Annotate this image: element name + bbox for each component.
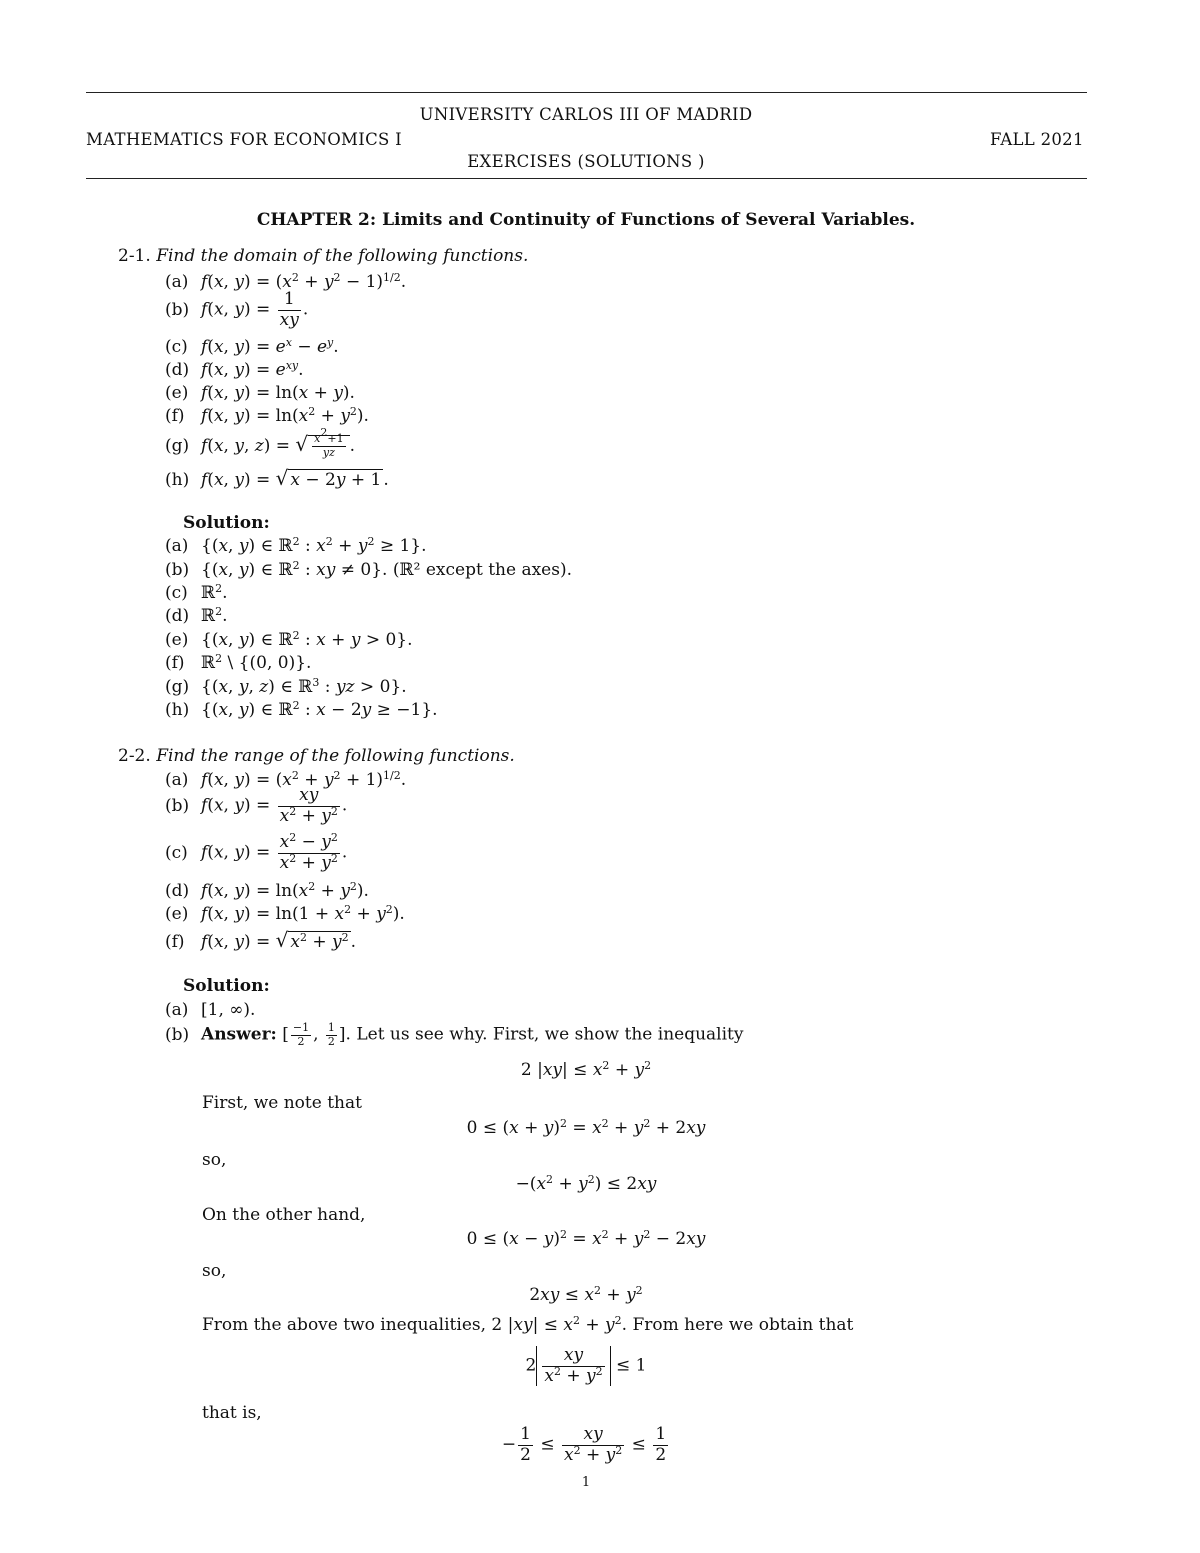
top-rule	[86, 92, 1087, 93]
page-number: 1	[581, 1475, 591, 1490]
ex1-sol-d: (d) ℝ$^2$.	[165, 605, 228, 626]
ex1-sol-c: (c) ℝ$^2$.	[165, 582, 228, 603]
course-title: MATHEMATICS FOR ECONOMICS I	[86, 130, 402, 149]
eq-square-sum: $0 \le (x + y)^2 = x^2 + y^2 + 2xy$	[466, 1117, 706, 1138]
exercise-number: 2-2.	[118, 746, 151, 766]
term: FALL 2021	[990, 130, 1084, 149]
so-1: so,	[202, 1150, 227, 1170]
exercise-prompt: Find the domain of the following functions.	[156, 246, 529, 266]
so-2: so,	[202, 1261, 227, 1281]
exercise-2-2-prompt	[118, 746, 515, 766]
ex1-sol-h: (h) {(x, y) ∈ ℝ$^2$ : x − 2y ≥ −1}.	[165, 699, 438, 720]
ex1-item-a: (a) f(x, $y) = (x^2 + y^2 - 1)^{1/2}$.	[165, 271, 407, 292]
eq-final-bounds: − $\frac{1}{2}$ ≤ $\frac{xy}{x^2 + y^2}$ ≤ $\frac{1}{2}$	[501, 1424, 667, 1465]
eq-lower-bound: $-(x^2 + y^2) \le 2xy$	[515, 1173, 657, 1194]
ex2-solution-heading: Solution:	[183, 976, 270, 996]
ex1-solution-heading: Solution:	[183, 513, 270, 533]
ex1-item-f: (f) f(x, $y) = \ln(x^2 + y^2)$.	[165, 405, 369, 426]
ex2-sol-a: (a) [1, ∞).	[165, 1000, 256, 1020]
ex1-item-d: (d) f(x, $y) = e^{xy}$.	[165, 359, 304, 380]
ex1-sol-f: (f) ℝ$^2$ \ {(0, 0)}.	[165, 652, 312, 673]
university-title: UNIVERSITY CARLOS III OF MADRID	[419, 105, 753, 124]
ex2-item-c: (c) f(x, y) = $\frac{x^2 - y^2}{x^2 + y^2}$ .	[165, 831, 348, 873]
chapter-title: Limits and Continuity of Functions of Several Variables.	[382, 210, 916, 230]
chapter-heading	[0, 210, 1172, 230]
from-above: From the above two inequalities, 2 $|xy| \le x^2 + y^2$. From here we obtain that	[202, 1314, 854, 1335]
eq-square-diff: $0 \le (x - y)^2 = x^2 + y^2 - 2xy$	[466, 1228, 706, 1249]
ex2-sol-b: (b) Answer: [ $\frac{-1}{2}$ , $\frac{1}{2}$ ]. Let us see why. First, we show the inequality	[165, 1021, 744, 1048]
ex1-sol-e: (e) {(x, y) ∈ ℝ$^2$ : x + y > 0}.	[165, 629, 413, 650]
ex1-item-h: (h) f(x, y) = √ x − 2y + 1 .	[165, 466, 389, 490]
eq-abs-inequality: 2 $|xy| \le x^2 + y^2$	[520, 1059, 652, 1080]
ex1-item-b: (b) f(x, y) = $\frac{1}{xy}$ .	[165, 289, 309, 330]
eq-abs-fraction: 2 $\frac{xy}{x^2 + y^2}$ ≤ 1	[525, 1345, 647, 1386]
ex2-item-b: (b) f(x, y) = $\frac{xy}{x^2 + y^2}$ .	[165, 785, 348, 826]
ex1-item-g: (g) f(x, y, z) = √ $\frac{x^2+1}{yz}$ .	[165, 426, 356, 459]
ex2-item-d: (d) f(x, $y) = \ln(x^2 + y^2)$.	[165, 880, 369, 901]
ex1-sol-a: (a) {(x, y) ∈ ℝ$^2$ : $x^2 + y^2 \ge 1$}.	[165, 535, 427, 556]
ex2-item-e: (e) f(x, $y) = \ln(1 + x^2 + y^2)$.	[165, 903, 405, 924]
chapter-label: CHAPTER 2:	[256, 210, 377, 230]
answer-label: Answer:	[201, 1024, 277, 1045]
exercise-prompt: Find the range of the following functions.	[156, 746, 515, 766]
ex2-item-f: (f) f(x, y) = √ $x^2 + y^2$ .	[165, 928, 357, 952]
exercises-subtitle: EXERCISES (SOLUTIONS )	[467, 152, 705, 171]
other-hand: On the other hand,	[202, 1205, 366, 1225]
ex1-sol-g: (g) {(x, y, z) ∈ ℝ$^3$ : yz > 0}.	[165, 676, 407, 697]
ex1-item-c: (c) f(x, $y) = e^x - e^y$.	[165, 336, 339, 357]
ex2-item-a: (a) f(x, $y) = (x^2 + y^2 + 1)^{1/2}$.	[165, 769, 407, 790]
first-note: First, we note that	[202, 1093, 362, 1113]
ex1-item-e: (e) f(x, y) = ln(x + y).	[165, 383, 355, 403]
that-is: that is,	[202, 1403, 262, 1423]
eq-upper-bound: $2xy \le x^2 + y^2$	[529, 1284, 643, 1305]
exercise-2-1-prompt	[118, 246, 528, 266]
bottom-rule	[86, 178, 1087, 179]
exercise-number: 2-1.	[118, 246, 151, 266]
ex1-sol-b: (b) {(x, y) ∈ ℝ$^2$ : xy ≠ 0}. (ℝ² except the axes).	[165, 559, 572, 580]
